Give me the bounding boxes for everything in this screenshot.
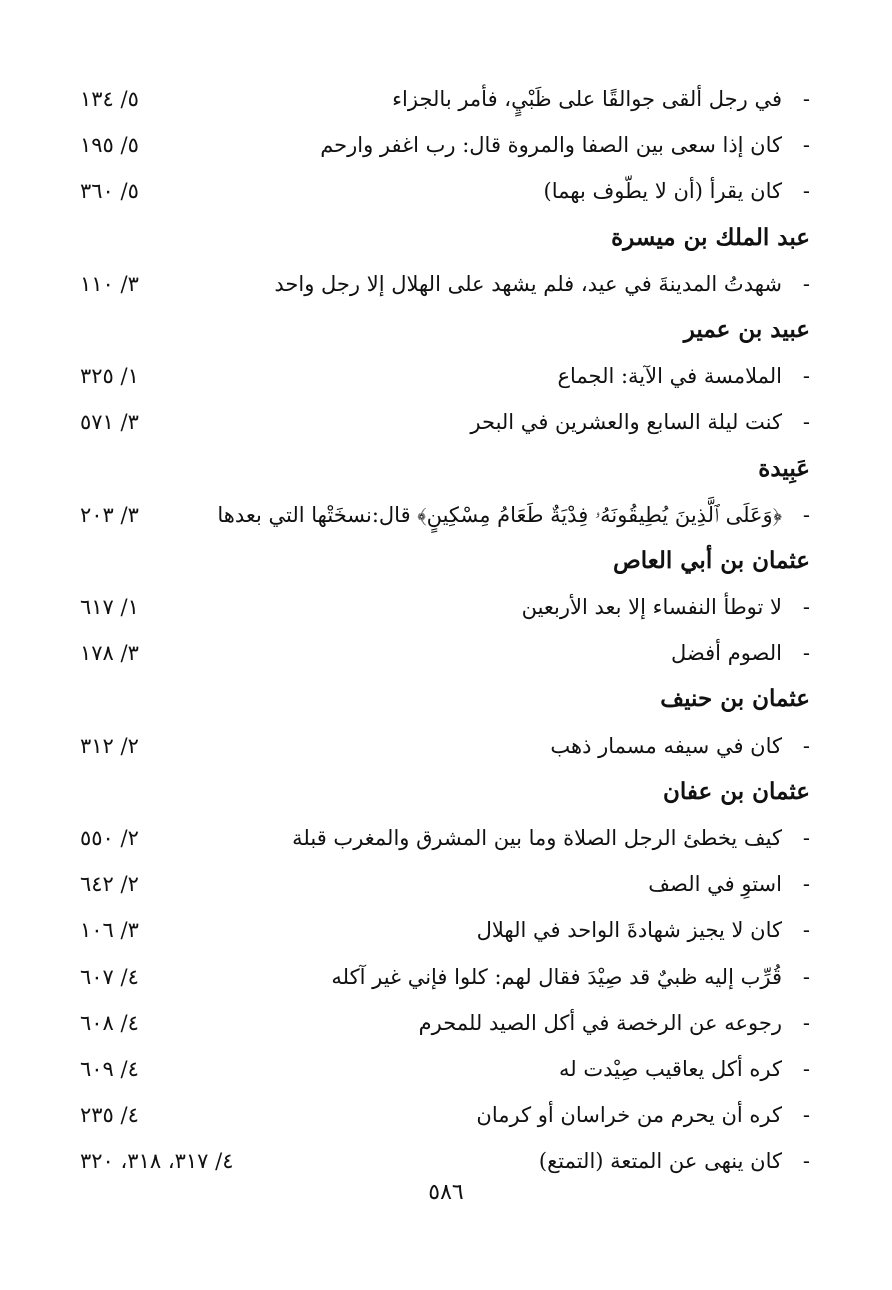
entry-text: كره أكل يعاقيب صِيْدت له	[558, 1056, 782, 1081]
entry-reference: ٤/ ٦٠٩	[80, 1056, 139, 1081]
entry-text: قُرِّب إليه ظبيٌ قد صِيْدَ فقال لهم: كلوا فإني غير آكله	[331, 964, 782, 989]
narrator-heading: عبيد بن عمير	[683, 315, 810, 343]
entry-dash: -	[802, 133, 810, 158]
entry-reference: ١/ ٣٢٥	[80, 364, 139, 389]
entry-dash: -	[802, 364, 810, 389]
entry-text: كنت ليلة السابع والعشرين في البحر	[470, 410, 782, 435]
entry-text: في رجل ألقى جوالقًا على ظَبْيٍ، فأمر بالجزاء	[392, 87, 782, 111]
entry-dash: -	[802, 918, 810, 943]
entry-reference: ٤/ ٣١٧، ٣١٨، ٣٢٠	[80, 1149, 234, 1174]
entry-text: كان لا يجيز شهادةَ الواحد في الهلال	[476, 918, 782, 943]
index-entry	[80, 1000, 810, 1046]
index-entry	[80, 261, 810, 307]
entry-reference: ٢/ ٥٥٠	[80, 826, 139, 850]
entry-dash: -	[802, 1056, 810, 1081]
index-entry	[80, 815, 810, 861]
entry-reference: ٥/ ١٣٤	[80, 87, 139, 111]
entry-text: استوِ في الصف	[648, 872, 782, 897]
entry-reference: ٢/ ٣١٢	[80, 733, 139, 758]
index-entry	[80, 861, 810, 907]
entry-text: رجوعه عن الرخصة في أكل الصيد للمحرم	[418, 1010, 782, 1035]
entry-dash: -	[802, 87, 810, 111]
entry-reference: ٤/ ٢٣٥	[80, 1103, 139, 1128]
entry-dash: -	[802, 733, 810, 758]
index-entry	[80, 1046, 810, 1092]
entry-text: كان يقرأ (أن لا يطّوف بهما)	[543, 179, 782, 204]
entry-text: ﴿وَعَلَى ٱلَّذِينَ يُطِيقُونَهُۥ فِدْيَةٌ طَعَامُ مِسْكِينٍ﴾ قال:نسخَتْها التي بعدها	[217, 502, 782, 527]
index-entry	[80, 492, 810, 538]
entry-dash: -	[802, 1149, 810, 1174]
entry-reference: ٣/ ١٠٦	[80, 918, 139, 943]
page-number: ٥٨٦	[428, 1180, 464, 1205]
index-entries	[80, 76, 810, 1185]
entry-text: كان إذا سعى بين الصفا والمروة قال: رب اغفر وارحم	[320, 133, 782, 158]
index-entry	[80, 723, 810, 769]
entry-reference: ٤/ ٦٠٨	[80, 1010, 139, 1035]
entry-reference: ١/ ٦١٧	[80, 595, 139, 620]
entry-reference: ٣/ ١١٠	[80, 271, 139, 296]
index-entry	[80, 954, 810, 1000]
entry-text: الملامسة في الآية: الجماع	[557, 364, 782, 389]
index-entry	[80, 353, 810, 399]
narrator-heading: عثمان بن أبي العاص	[612, 546, 810, 574]
entry-text: كان ينهى عن المتعة (التمتع)	[538, 1149, 782, 1174]
entry-dash: -	[802, 964, 810, 989]
index-entry	[80, 584, 810, 630]
index-entry	[80, 907, 810, 953]
index-entry	[80, 168, 810, 214]
index-entry	[80, 399, 810, 445]
entry-dash: -	[802, 872, 810, 897]
entry-reference: ٣/ ٢٠٣	[80, 502, 139, 527]
entry-text: كيف يخطئ الرجل الصلاة وما بين المشرق والمغرب قبلة	[292, 826, 782, 850]
entry-dash: -	[802, 1103, 810, 1128]
entry-dash: -	[802, 502, 810, 527]
entry-reference: ٣/ ١٧٨	[80, 641, 139, 666]
index-entry	[80, 630, 810, 676]
entry-dash: -	[802, 410, 810, 435]
index-entry	[80, 122, 810, 168]
entry-text: شهدتُ المدينةَ في عيد، فلم يشهد على الهلال إلا رجل واحد	[274, 271, 782, 296]
entry-dash: -	[802, 641, 810, 666]
narrator-heading: عثمان بن حنيف	[660, 685, 810, 713]
index-entry	[80, 1138, 810, 1184]
narrator-heading: عبد الملك بن ميسرة	[611, 223, 810, 251]
narrator-heading: عَبِيدة	[758, 454, 810, 482]
entry-dash: -	[802, 826, 810, 850]
entry-reference: ٢/ ٦٤٢	[80, 872, 139, 897]
entry-text: كان في سيفه مسمار ذهب	[550, 733, 782, 758]
index-entry	[80, 76, 810, 122]
entry-reference: ٣/ ٥٧١	[80, 410, 139, 435]
entry-dash: -	[802, 1010, 810, 1035]
entry-dash: -	[802, 595, 810, 620]
entry-text: الصوم أفضل	[671, 641, 782, 666]
entry-reference: ٥/ ٣٦٠	[80, 179, 139, 204]
entry-text: كره أن يحرم من خراسان أو كرمان	[476, 1103, 782, 1128]
entry-dash: -	[802, 179, 810, 204]
entry-reference: ٤/ ٦٠٧	[80, 964, 139, 989]
entry-text: لا توطأ النفساء إلا بعد الأربعين	[521, 595, 782, 620]
index-entry	[80, 1092, 810, 1138]
entry-reference: ٥/ ١٩٥	[80, 133, 139, 158]
entry-dash: -	[802, 271, 810, 296]
narrator-heading: عثمان بن عفان	[662, 777, 810, 805]
